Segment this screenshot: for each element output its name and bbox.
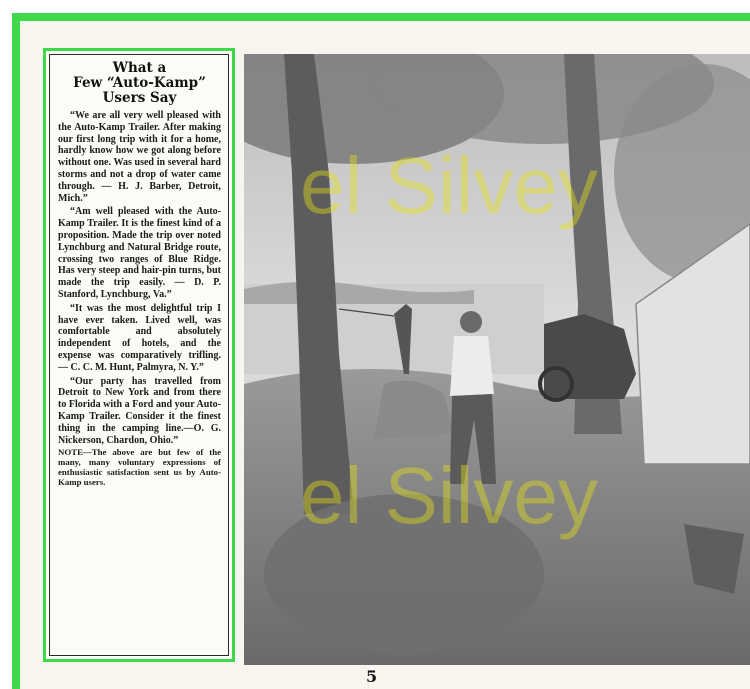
testimonial-quote-barber: “We are all very well pleased with the Auto-Kamp Trailer. After making our first long trip with it for a home, hardly know how we got along before without one. Was used in several hard storms and not a drop of water came through. — H. J. Barber, Detroit, Mich.” [58,110,221,204]
man-head [460,311,482,333]
camping-illustration [244,54,750,665]
green-border-top [12,13,750,21]
testimonial-quote-nickerson: “Our party has travelled from Detroit to New York and from there to Florida with a Ford and your Auto-Kamp Trailer. Consider it the finest thing in the camping line.—O. G. Nickerson, Chardon, Ohio.” [58,375,221,446]
watermark-bottom: el Silvey [300,451,598,540]
testimonial-quote-stanford: “Am well pleased with the Auto-Kamp Trailer. It is the finest kind of a proposition. Made the trip over noted Lynchburg and Natural Bridge route, crossing two ranges of Blue Ridge. Has very steep and hair-pin turns, but made the trip easily. — D. P. Stanford, Lynchburg, Va.” [58,206,221,300]
title-line-1: What a [112,60,167,76]
man-shirt [450,336,494,396]
testimonial-note: NOTE—The above are but few of the many, many voluntary expressions of enthusiastic satisfaction sent us by Auto-Kamp users. [58,447,221,487]
watermark-top: el Silvey [300,141,598,230]
testimonial-title [58,61,221,106]
testimonial-box [43,48,235,662]
title-line-3: Users Say [102,90,177,106]
testimonial-inner-frame [49,54,229,656]
bushes-foreground [264,494,544,654]
green-border-left [12,13,20,689]
camping-scene-svg [244,54,750,665]
page-number: 5 [366,667,378,686]
title-line-2: Few “Auto-Kamp” [73,75,206,91]
testimonial-quote-hunt: “It was the most delightful trip I have ever taken. Lived well, was comfortable and absolutely independent of hotels, and the expense was comparatively trifling. — C. C. M. Hunt, Palmyra, N. Y.” [58,302,221,373]
